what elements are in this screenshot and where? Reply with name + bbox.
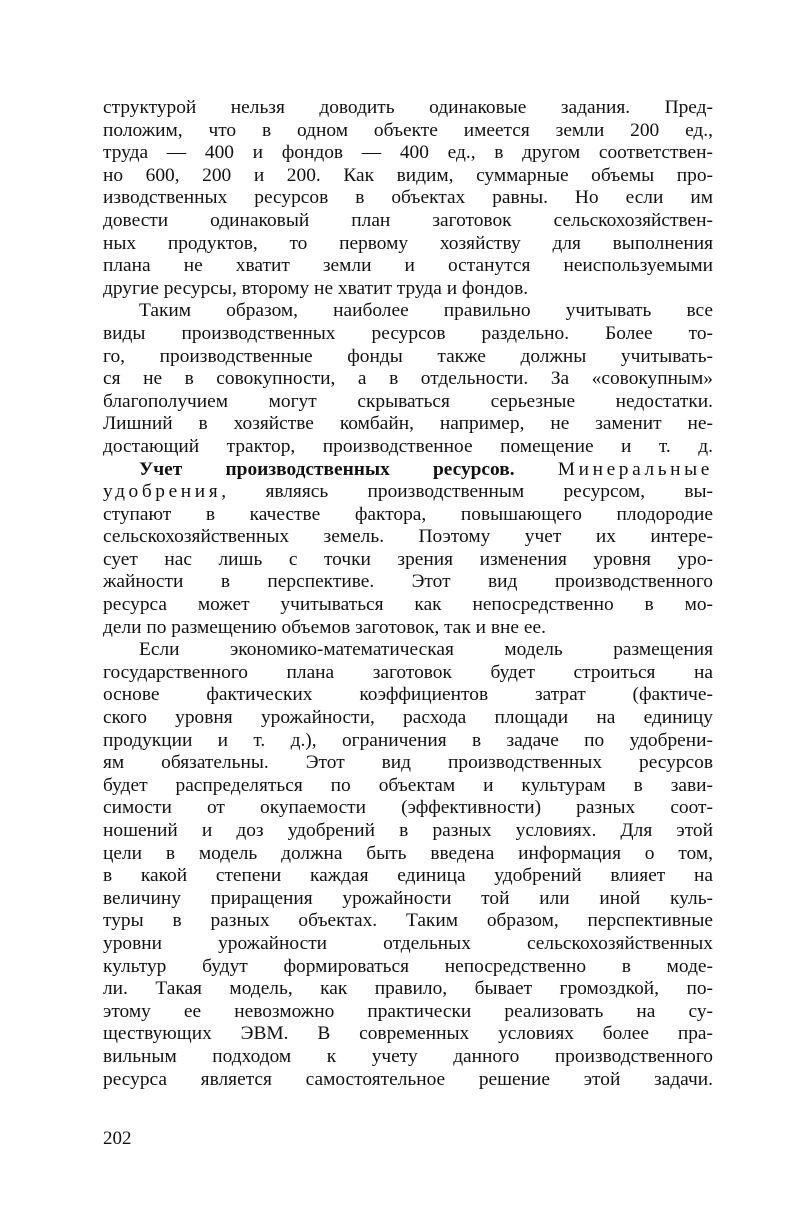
text-line: государственного плана заготовок будет строиться на (103, 661, 713, 683)
text-line: дели по размещению объемов заготовок, так и вне ее. (103, 616, 546, 638)
text-line: ществующих ЭВМ. В современных условиях более пра- (103, 1023, 713, 1045)
text-line: ям обязательны. Этот вид производственных ресурсов (103, 752, 713, 774)
text-line: культур будут формироваться непосредственно в моде- (103, 955, 713, 977)
text-line: труда — 400 и фондов — 400 ед., в другом соответствен- (103, 142, 713, 164)
text-line: ресурса является самостоятельное решение этой задачи. (103, 1068, 713, 1090)
text-line: другие ресурсы, второму не хватит труда и фондов. (103, 277, 529, 299)
term-line-rest: , являясь производственным ресурсом, вы- (221, 481, 713, 503)
text-line: достающий трактор, производственное помещение и т. д. (103, 435, 713, 457)
text-line: сует нас лишь с точки зрения изменения уровня уро- (103, 548, 713, 570)
text-line (103, 481, 713, 504)
text-line: основе фактических коэффициентов затрат (фактиче- (103, 684, 713, 706)
text-line: благополучием могут скрываться серьезные недостатки. (103, 390, 713, 412)
text-line: ресурса может учитываться как непосредственно в мо- (103, 594, 713, 616)
text-line: Лишний в хозяйстве комбайн, например, не заменит не- (103, 413, 713, 435)
section-heading: Учет производственных ресурсов. (139, 458, 515, 480)
text-line: жайности в перспективе. Этот вид производственного (103, 571, 713, 593)
text-line: но 600, 200 и 200. Как видим, суммарные объемы про- (103, 164, 713, 186)
text-line: будет распределяться по объектам и культурам в зави- (103, 774, 713, 796)
page-number: 202 (103, 1128, 132, 1149)
text-line: ского уровня урожайности, расхода площади на единицу (103, 707, 713, 729)
text-line: изводственных ресурсов в объектах равны. Но если им (103, 187, 713, 209)
text-line: го, производственные фонды также должны учитывать- (103, 345, 713, 367)
text-line: ли. Такая модель, как правило, бывает громоздкой, по- (103, 978, 713, 1000)
text-line: уровни урожайности отдельных сельскохозяйственных (103, 932, 713, 954)
section-heading-line (103, 459, 713, 482)
paragraph-start-line: Если экономико-математическая модель размещения (139, 639, 713, 661)
paragraph-start-line: Таким образом, наиболее правильно учитывать все (139, 300, 713, 322)
text-line: этому ее невозможно практически реализовать на су- (103, 1000, 713, 1022)
text-line: величину приращения урожайности той или иной куль- (103, 887, 713, 909)
text-line: цели в модель должна быть введена информация о том, (103, 842, 713, 864)
text-line: ся не в совокупности, а в отдельности. За «совокупным» (103, 368, 713, 390)
text-line: ных продуктов, то первому хозяйству для выполнения (103, 232, 713, 254)
text-line: положим, что в одном объекте имеется земли 200 ед., (103, 119, 713, 141)
term-continuation: удобрения (103, 481, 222, 503)
text-line: сельскохозяйственных земель. Поэтому учет их интере- (103, 526, 713, 548)
text-line: довести одинаковый план заготовок сельскохозяйствен- (103, 209, 713, 231)
text-line: виды производственных ресурсов раздельно. Более то- (103, 322, 713, 344)
text-line: вильным подходом к учету данного производственного (103, 1045, 713, 1067)
body-text (103, 97, 713, 1091)
text-line: симости от окупаемости (эффективности) разных соот- (103, 797, 713, 819)
text-line: в какой степени каждая единица удобрений влияет на (103, 865, 713, 887)
text-line: ступают в качестве фактора, повышающего плодородие (103, 503, 713, 525)
text-line: продукции и т. д.), ограничения в задаче по удобрени- (103, 729, 713, 751)
text-line: ношений и доз удобрений в разных условиях. Для этой (103, 820, 713, 841)
text-line: туры в разных объектах. Таким образом, перспективные (103, 910, 713, 932)
text-line: плана не хватит земли и останутся неиспользуемыми (103, 255, 713, 277)
text-line: структурой нельзя доводить одинаковые задания. Пред- (103, 97, 713, 118)
section-term: Минеральные (557, 458, 713, 480)
